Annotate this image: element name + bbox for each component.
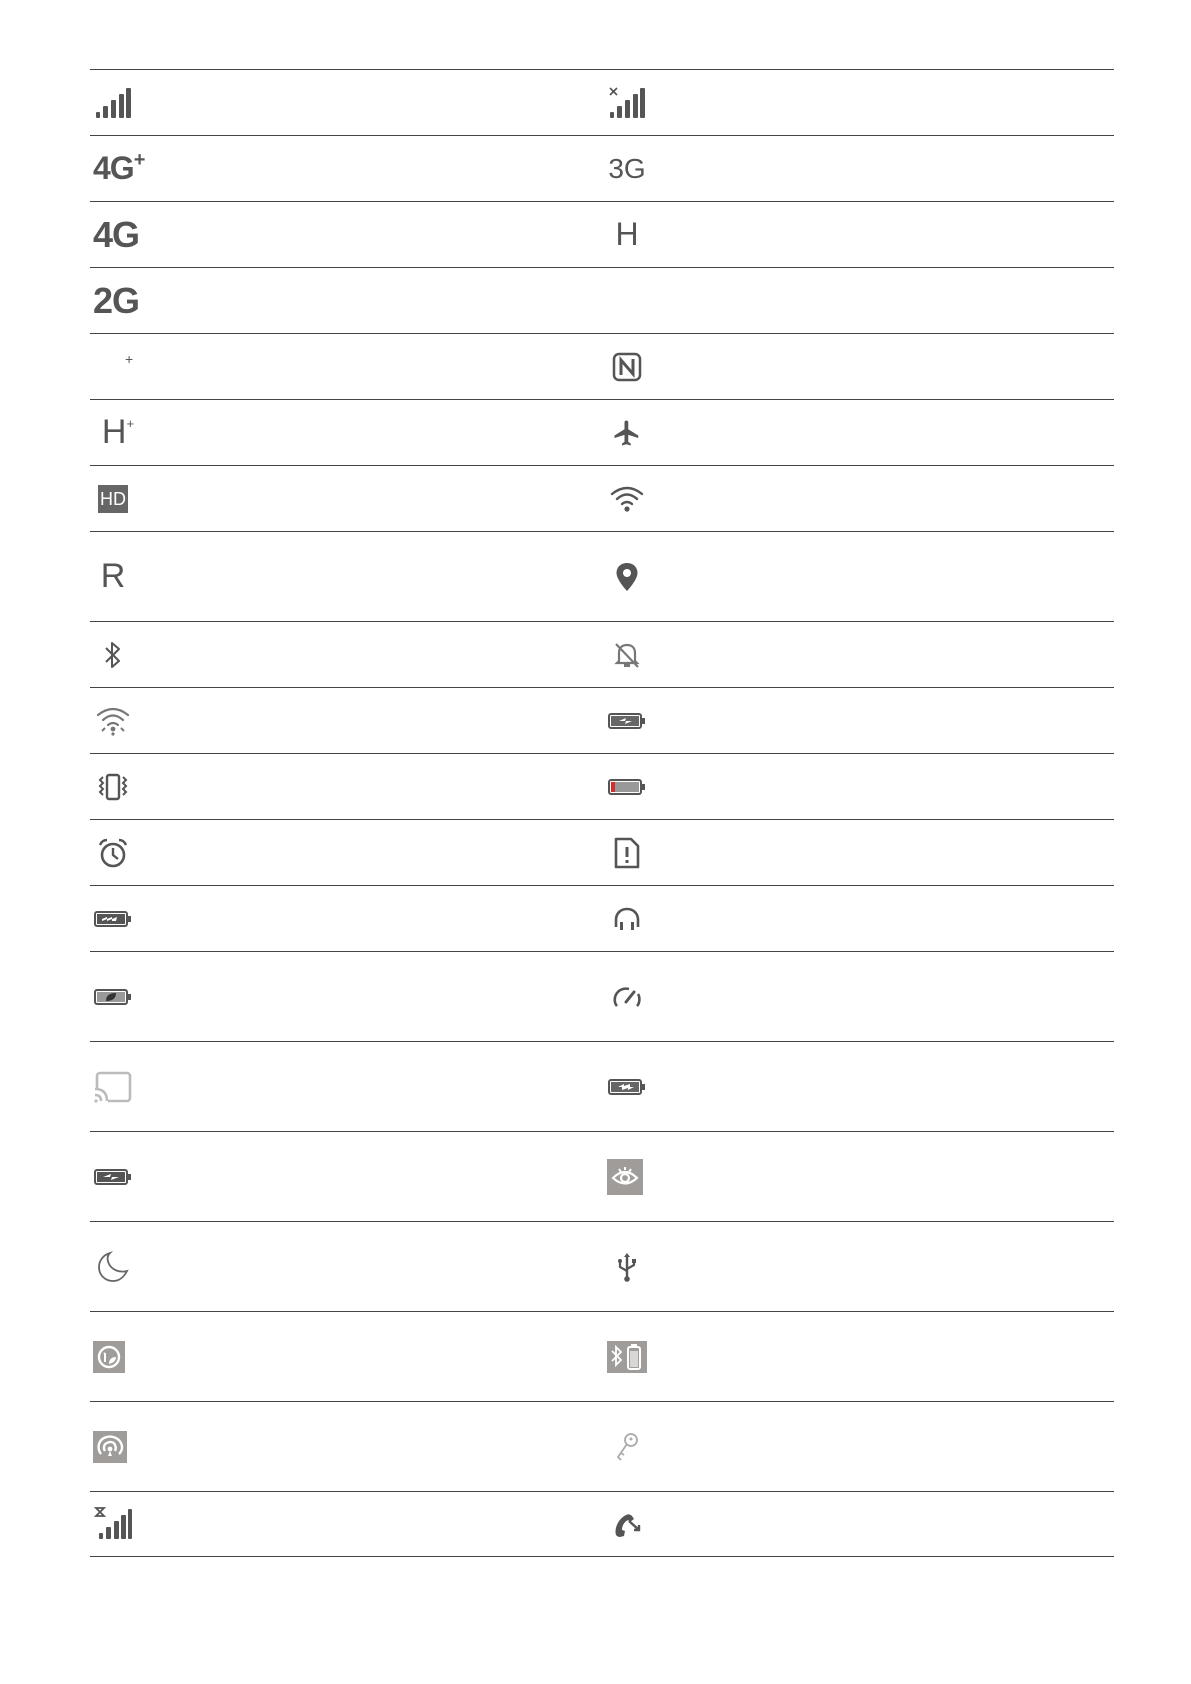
table-row [90, 135, 1114, 201]
cell-left [93, 532, 133, 621]
battery-low-icon [607, 767, 647, 807]
plus-label: + [125, 350, 134, 367]
cell-right [607, 202, 647, 267]
table-row [90, 687, 1114, 753]
hd-label: HD [98, 485, 128, 513]
cell-right [607, 820, 647, 885]
cell-left [93, 268, 140, 333]
h-network-icon [607, 215, 647, 255]
cell-left [93, 466, 133, 531]
cell-right [607, 754, 647, 819]
vibrate-icon [93, 767, 133, 807]
h-plus-sup: + [126, 415, 135, 431]
usb-icon [607, 1247, 647, 1287]
performance-mode-icon [607, 977, 647, 1017]
cell-right [607, 886, 647, 951]
cell-left [93, 1042, 133, 1131]
table-row [90, 531, 1114, 621]
battery-super-charging-icon [607, 1067, 647, 1107]
wifi-icon [607, 479, 647, 519]
no-signal-icon [607, 83, 647, 123]
cell-left [93, 202, 140, 267]
table-row [90, 267, 1114, 333]
cell-left [93, 754, 133, 819]
cell-left [93, 1312, 125, 1401]
cell-left [93, 820, 133, 885]
cell-left [93, 952, 133, 1041]
table-row [90, 885, 1114, 951]
plus-icon [93, 347, 143, 387]
cell-right [607, 136, 647, 201]
4g-plus-sup: + [133, 148, 145, 171]
table-row [90, 1221, 1114, 1311]
cell-left [93, 136, 143, 201]
eye-comfort-icon [607, 1159, 643, 1195]
location-icon [607, 557, 647, 597]
data-saver-icon [93, 1341, 125, 1373]
table-row [90, 1491, 1114, 1557]
table-row [90, 1401, 1114, 1491]
hotspot-connected-icon [93, 1431, 127, 1463]
4g-icon [93, 213, 140, 255]
2g-label: 2G [93, 279, 140, 321]
table-row [90, 465, 1114, 531]
table-row [90, 1041, 1114, 1131]
screen-projection-icon [93, 1067, 133, 1107]
bluetooth-icon [93, 635, 133, 675]
3g-icon [607, 149, 647, 189]
cell-right [607, 1312, 647, 1401]
table-row [90, 621, 1114, 687]
cell-left [93, 1492, 133, 1556]
cell-right [607, 1132, 643, 1221]
key-icon [607, 1427, 647, 1467]
cell-left [93, 70, 133, 135]
cell-right [607, 400, 647, 465]
cell-right [607, 1042, 647, 1131]
nfc-icon [607, 347, 647, 387]
battery-wireless-charging-icon [93, 1157, 133, 1197]
roaming-icon [93, 557, 133, 597]
signal-strength-icon [93, 83, 133, 123]
cell-right [607, 1402, 647, 1491]
battery-fast-charging-icon [93, 899, 133, 939]
do-not-disturb-icon [93, 1247, 133, 1287]
cell-left [93, 400, 143, 465]
h-label: H [615, 216, 639, 252]
h-plus-icon [93, 413, 143, 453]
wifi-hotspot-icon [93, 701, 133, 741]
cell-right [607, 1492, 647, 1556]
bluetooth-battery-icon [607, 1341, 647, 1373]
cell-right [607, 1222, 647, 1311]
4g-plus-icon [93, 149, 143, 189]
table-row [90, 201, 1114, 267]
headset-icon [607, 899, 647, 939]
cell-left [93, 1222, 133, 1311]
battery-power-saving-icon [93, 977, 133, 1017]
cell-left [93, 334, 143, 399]
cell-right [607, 688, 647, 753]
table-row [90, 753, 1114, 819]
cell-left [93, 1402, 127, 1491]
cell-right [607, 532, 647, 621]
cell-left [93, 1132, 133, 1221]
icon-grid [90, 69, 1114, 1557]
3g-label: 3G [608, 152, 646, 184]
signal-searching-icon [93, 1504, 133, 1544]
table-row [90, 399, 1114, 465]
cell-right [607, 952, 647, 1041]
missed-call-icon [607, 1504, 647, 1544]
table-row [90, 1311, 1114, 1401]
alarm-icon [93, 833, 133, 873]
cell-right [607, 466, 647, 531]
2g-icon [93, 279, 140, 321]
table-row [90, 69, 1114, 135]
table-row [90, 819, 1114, 885]
table-row [90, 951, 1114, 1041]
airplane-icon [607, 413, 647, 453]
cell-left [93, 886, 133, 951]
cell-left [93, 622, 133, 687]
4g-plus-label: 4G [93, 150, 134, 186]
h-plus-label: H [101, 413, 127, 451]
table-row [90, 1131, 1114, 1221]
hd-icon [93, 479, 133, 519]
roaming-label: R [100, 557, 126, 595]
cell-right [607, 622, 647, 687]
4g-label: 4G [93, 213, 140, 255]
no-sim-icon [607, 833, 647, 873]
table-row [90, 333, 1114, 399]
cell-right [607, 334, 647, 399]
cell-left [93, 688, 133, 753]
silent-mode-icon [607, 635, 647, 675]
battery-charging-icon [607, 701, 647, 741]
cell-right [607, 70, 647, 135]
